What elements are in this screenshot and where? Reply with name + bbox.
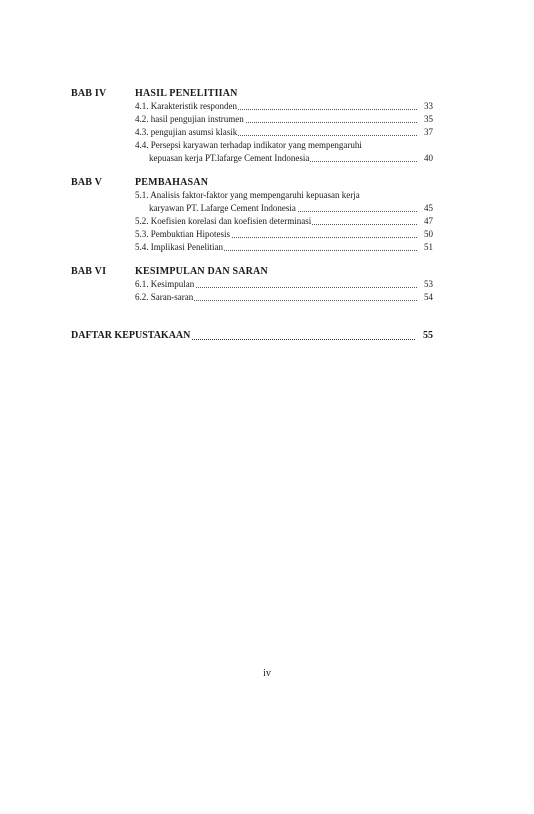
toc-entry-label: DAFTAR KEPUSTAKAAN	[71, 330, 191, 341]
toc-entry	[135, 114, 433, 126]
toc-entry-page: 40	[424, 153, 433, 163]
toc-entry	[135, 140, 433, 152]
toc-entry-continuation	[149, 153, 433, 165]
toc-entry-label: 4.4. Persepsi karyawan terhadap indikator yang mempengaruhi	[135, 140, 362, 150]
toc-entry	[135, 101, 433, 113]
toc-entry-page: 55	[423, 330, 433, 341]
toc-entry	[135, 242, 433, 254]
toc-entry-label: 5.3. Pembuktian Hipotesis	[135, 229, 230, 239]
toc-entry-continuation	[149, 203, 433, 215]
toc-entry-page: 45	[424, 203, 433, 213]
toc-entry-label: 5.2. Koefisien korelasi dan koefisien determinasi	[135, 216, 312, 226]
toc-entry-label: 5.4. Implikasi Penelitian	[135, 242, 223, 252]
toc-entry-page: 37	[424, 127, 433, 137]
toc-entry-label: 5.1. Analisis faktor-faktor yang mempengaruhi kepuasan kerja	[135, 190, 360, 200]
toc-entry-label: 4.3. pengujian asumsi klasik	[135, 127, 238, 137]
toc-entry	[135, 279, 433, 291]
chapter-number: BAB V	[71, 177, 103, 188]
toc-entry-page: 47	[424, 216, 433, 226]
toc-entry-label: 6.1. Kesimpulan	[135, 279, 195, 289]
toc-entry	[135, 216, 433, 228]
toc-entry-label: 6.2. Saran-saran	[135, 292, 194, 302]
chapter-title: PEMBAHASAN	[135, 177, 209, 188]
toc-entry	[135, 229, 433, 241]
toc-entry-label: karyawan PT. Lafarge Cement Indonesia	[149, 203, 296, 213]
toc-entry-label: kepuasan kerja PT.lafarge Cement Indonesia	[149, 153, 310, 163]
toc-entry-page: 51	[424, 242, 433, 252]
chapter-number: BAB IV	[71, 88, 107, 99]
toc-entry-page: 50	[424, 229, 433, 239]
toc-entry-page: 35	[424, 114, 433, 124]
page-number: iv	[263, 668, 271, 679]
toc-entry-page: 33	[424, 101, 433, 111]
toc-entry-page: 54	[424, 292, 433, 302]
toc-entry-label: 4.1. Karakteristik responden	[135, 101, 237, 111]
toc-entry-page: 53	[424, 279, 433, 289]
toc-entry	[135, 127, 433, 139]
chapter-number: BAB VI	[71, 266, 107, 277]
toc-entry-bibliography	[71, 330, 433, 342]
chapter-title: KESIMPULAN DAN SARAN	[135, 266, 268, 277]
toc-entry	[135, 190, 433, 202]
toc-entry	[135, 292, 433, 304]
toc-entry-label: 4.2. hasil pengujian instrumen	[135, 114, 244, 124]
chapter-title: HASIL PENELITIIAN	[135, 88, 238, 99]
